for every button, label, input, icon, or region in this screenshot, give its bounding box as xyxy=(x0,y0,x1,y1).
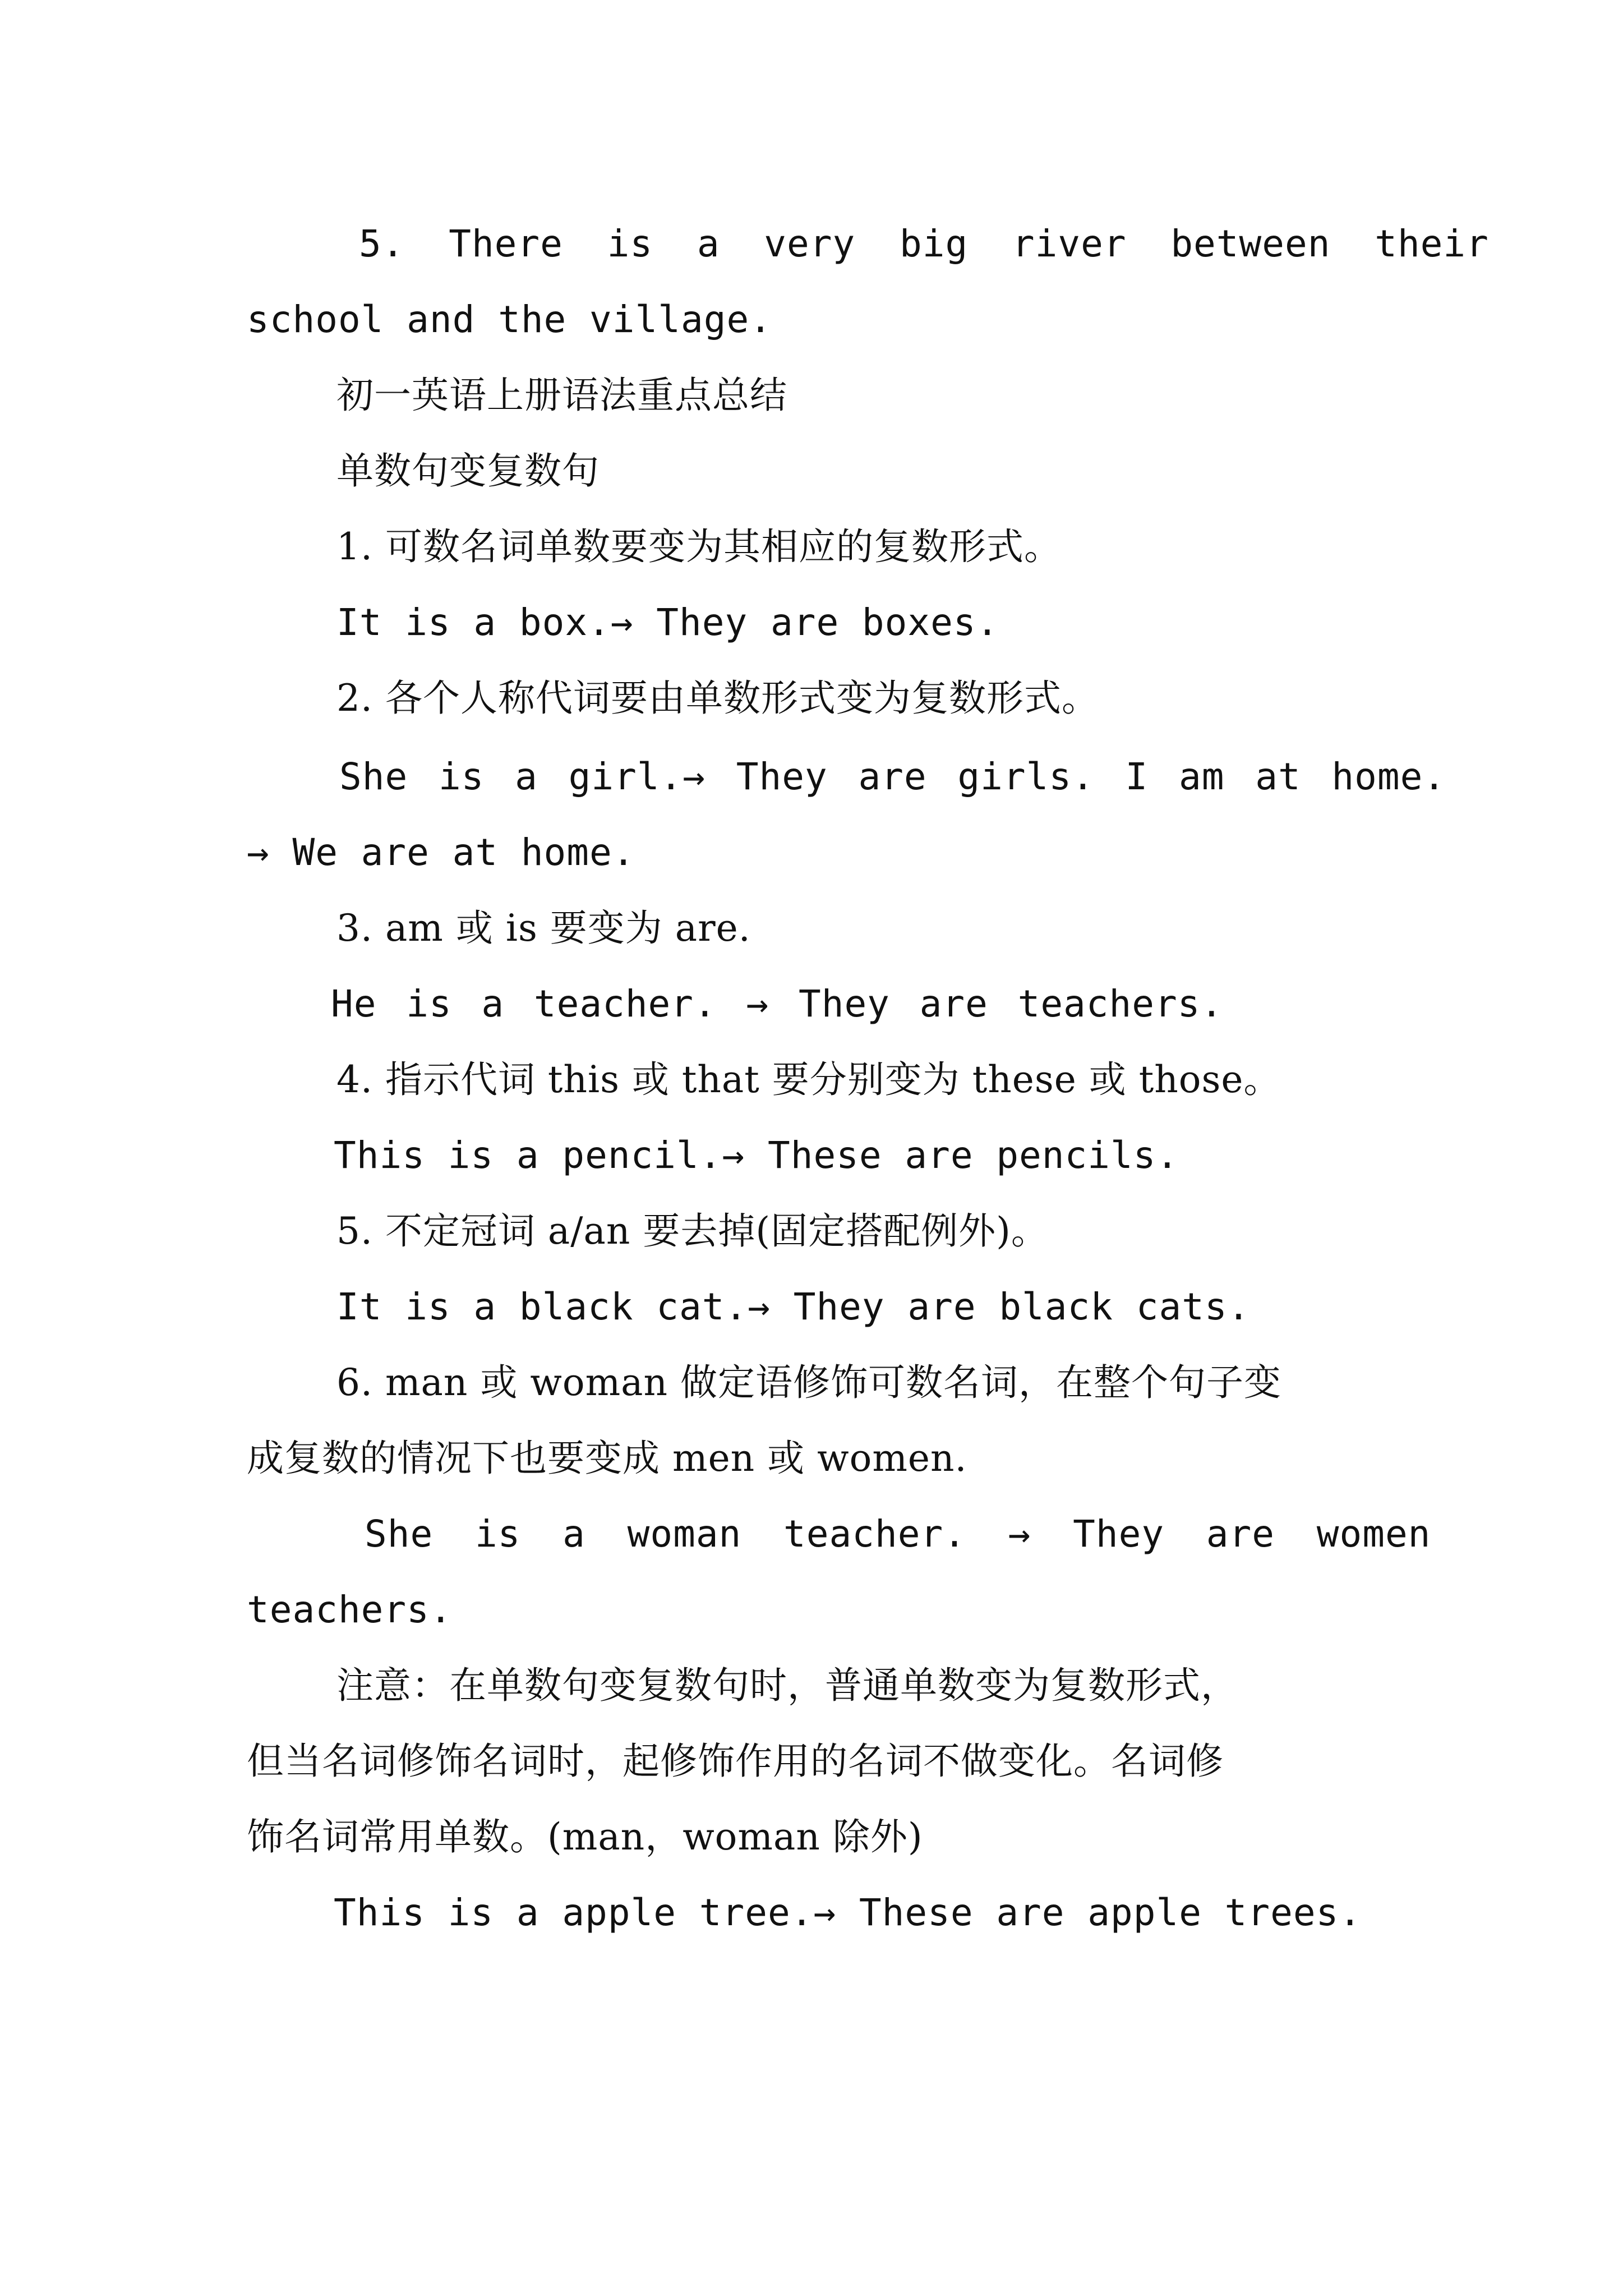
rule-item: 成复数的情况下也要变成 men 或 women. xyxy=(247,1437,967,1480)
example-sentence: She is a woman teacher. → They are women xyxy=(365,1512,1431,1556)
section-subtitle: 单数句变复数句 xyxy=(336,449,600,493)
rule-item: 3. am 或 is 要变为 are. xyxy=(336,907,751,950)
note-paragraph: 但当名词修饰名词时，起修饰作用的名词不做变化。名词修 xyxy=(247,1740,1224,1783)
note-paragraph: 饰名词常用单数。(man，woman 除外) xyxy=(247,1815,923,1858)
example-sentence: teachers. xyxy=(247,1588,453,1631)
rule-item: 5. 不定冠词 a/an 要去掉(固定搭配例外)。 xyxy=(336,1209,1049,1253)
text-line: school and the village. xyxy=(247,298,772,341)
rule-item: 4. 指示代词 this 或 that 要分别变为 these 或 those。 xyxy=(336,1058,1281,1101)
example-sentence: This is a apple tree.→ These are apple trees. xyxy=(334,1891,1362,1934)
example-sentence: This is a pencil.→ These are pencils. xyxy=(334,1134,1179,1177)
example-sentence: It is a black cat.→ They are black cats. xyxy=(336,1285,1251,1328)
note-paragraph: 注意：在单数句变复数句时，普通单数变为复数形式， xyxy=(336,1664,1238,1707)
example-sentence: → We are at home. xyxy=(247,831,635,874)
rule-item: 6. man 或 woman 做定语修饰可数名词，在整个句子变 xyxy=(336,1361,1281,1404)
text-line: 5. There is a very big river between their xyxy=(359,222,1489,265)
rule-item: 1. 可数名词单数要变为其相应的复数形式。 xyxy=(336,525,1062,568)
section-title: 初一英语上册语法重点总结 xyxy=(336,374,787,417)
example-sentence: It is a box.→ They are boxes. xyxy=(336,601,999,644)
example-sentence: He is a teacher. → They are teachers. xyxy=(331,982,1224,1025)
example-sentence: She is a girl.→ They are girls. I am at home. xyxy=(339,755,1446,798)
rule-item: 2. 各个人称代词要由单数形式变为复数形式。 xyxy=(336,677,1099,720)
